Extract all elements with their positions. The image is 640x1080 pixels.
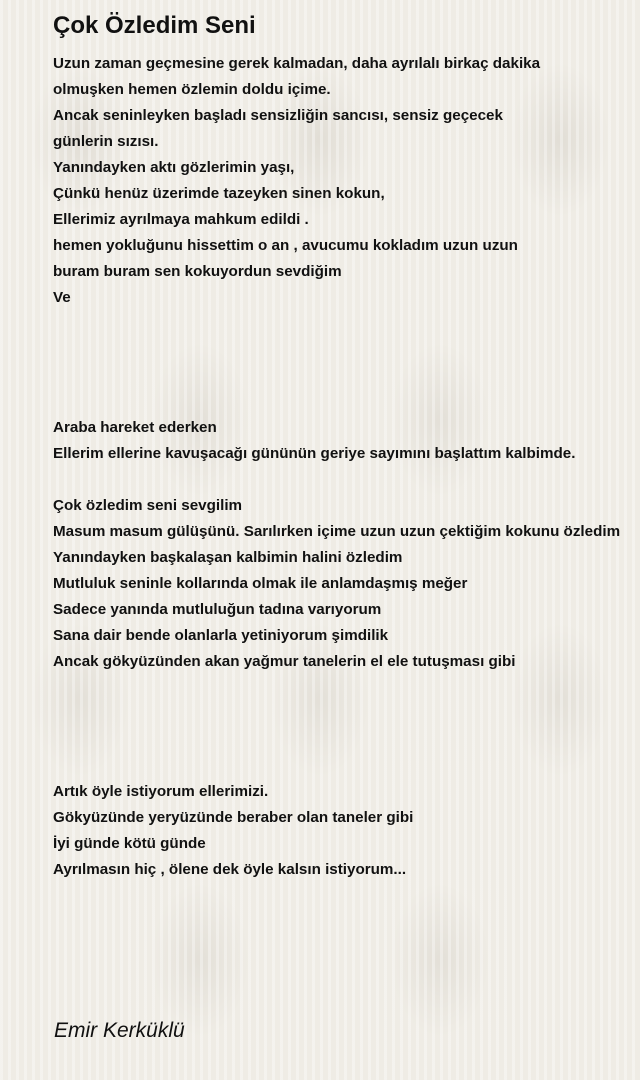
poem-line: Ayrılmasın hiç , ölene dek öyle kalsın istiyorum... [53,861,407,878]
poem-line: Mutluluk seninle kollarında olmak ile anlamdaşmış meğer [53,575,468,592]
poem-line: Ellerim ellerine kavuşacağı gününün geriye sayımını başlattım kalbimde. [53,445,576,462]
poem-line: Ellerimiz ayrılmaya mahkum edildi . [53,211,309,228]
poem-line-blank [53,363,640,389]
poem-line: günlerin sızısı. [53,133,159,150]
poem-line: buram buram sen kokuyordun sevdiğim [53,263,342,280]
poem-line: Çok özledim seni sevgilim [53,497,243,514]
poem-line-blank [53,753,640,779]
poem-line: Ancak gökyüzünden akan yağmur tanelerin el ele tutuşması gibi [53,653,516,670]
poem-line: Yanındayken aktı gözlerimin yaşı, [53,159,295,176]
poem-line: Sadece yanında mutluluğun tadına varıyorum [53,601,382,618]
poem-title: Çok Özledim Seni [53,12,256,39]
poem-line: Sana dair bende olanlarla yetiniyorum şimdilik [53,627,389,644]
poem-line-blank [53,311,640,337]
poem-line-blank [53,675,640,701]
poem-line: Yanındayken başkalaşan kalbimin halini özledim [53,549,403,566]
poem-line: Uzun zaman geçmesine gerek kalmadan, daha ayrılalı birkaç dakika [53,55,541,72]
poem-line-blank [53,701,640,727]
poem-line: Artık öyle istiyorum ellerimizi. [53,783,269,800]
poem-author: Emir Kerküklü [54,1019,185,1042]
poem-line: olmuşken hemen özlemin doldu içime. [53,81,331,98]
poem-line: Ancak seninleyken başladı sensizliğin sancısı, sensiz geçecek [53,107,503,124]
poem-line-blank [53,727,640,753]
poem-line: Araba hareket ederken [53,419,217,436]
poem-line: Çünkü henüz üzerimde tazeyken sinen kokun, [53,185,385,202]
poem-line: hemen yokluğunu hissettim o an , avucumu kokladım uzun uzun [53,237,518,254]
poem-line-blank [53,337,640,363]
poem-line: Gökyüzünde yeryüzünde beraber olan taneler gibi [53,809,414,826]
poem-body [53,51,640,883]
poem-line: Masum masum gülüşünü. Sarılırken içime uzun uzun çektiğim kokunu özledim [53,523,621,540]
poem-line: Ve [53,289,71,306]
poem-line-blank [53,389,640,415]
poem-line: İyi günde kötü günde [53,835,206,852]
poem-line-blank [53,467,640,493]
